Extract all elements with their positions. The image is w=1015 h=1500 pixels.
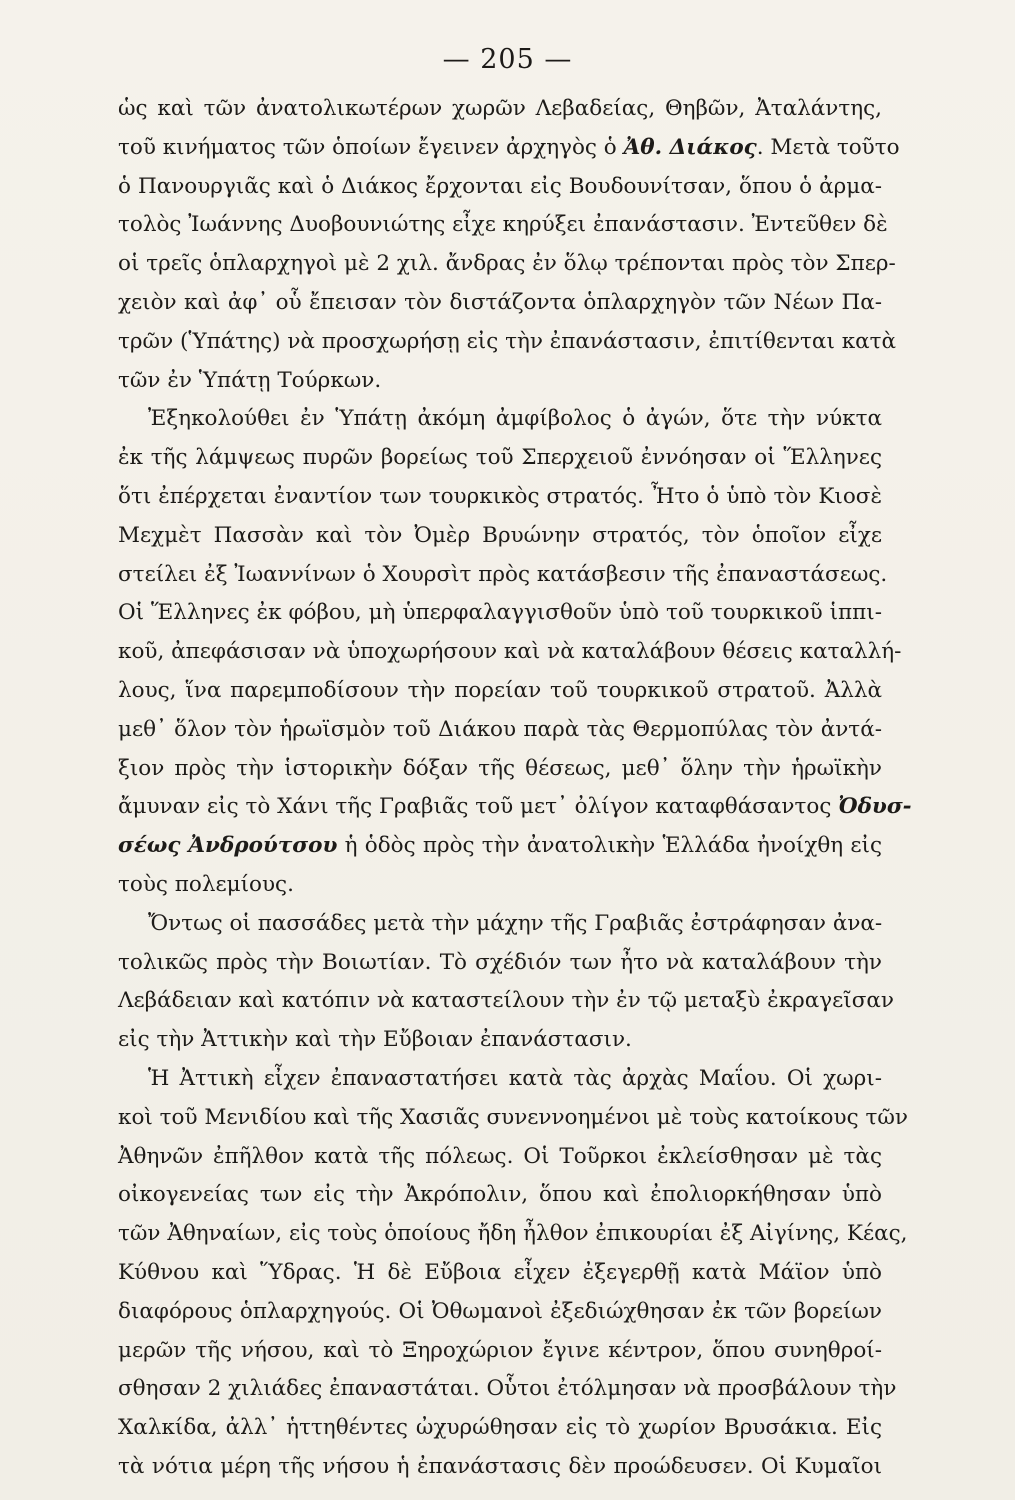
text-line: κοὶ τοῦ Μενιδίου καὶ τῆς Χασιᾶς συνεννοημένοι μὲ τοὺς κατοίκους τῶν <box>118 1104 908 1130</box>
text-line: Μεχμὲτ Πασσὰν καὶ τὸν Ὀμὲρ Βρυώνην στρατός, τὸν ὁποῖον εἶχε <box>118 522 882 548</box>
emphasized-name: Ὀδυσ- <box>838 794 912 820</box>
page-number: — 205 — <box>442 44 573 75</box>
text-line: Χαλκίδα, ἀλλ᾽ ἡττηθέντες ὠχυρώθησαν εἰς τὸ χωρίον Βρυσάκια. Εἰς <box>118 1415 882 1441</box>
text-line: τὰ νότια μέρη τῆς νήσου ἡ ἐπανάστασις δὲν προώδευσεν. Οἱ Κυμαῖοι <box>118 1453 882 1479</box>
text-line: Ἡ Ἀττικὴ εἶχεν ἐπαναστατήσει κατὰ τὰς ἀρχὰς Μαΐου. Οἱ χωρι- <box>148 1065 882 1091</box>
text-line: μερῶν τῆς νήσου, καὶ τὸ Ξηροχώριον ἔγινε κέντρον, ὅπου συνηθροί- <box>118 1337 882 1363</box>
text-line: τολικῶς πρὸς τὴν Βοιωτίαν. Τὸ σχέδιόν των ἦτο νὰ καταλάβουν τὴν <box>118 949 882 975</box>
text-line: τῶν ἐν Ὑπάτῃ Τούρκων. <box>118 367 382 393</box>
text-line: Ὄντως οἱ πασσάδες μετὰ τὴν μάχην τῆς Γραβιᾶς ἐστράφησαν ἀνα- <box>148 910 883 936</box>
text-line: Ἀθηνῶν ἐπῆλθον κατὰ τῆς πόλεως. Οἱ Τοῦρκοι ἐκλείσθησαν μὲ τὰς <box>118 1143 882 1169</box>
text-line: κοῦ, ἀπεφάσισαν νὰ ὑποχωρήσουν καὶ νὰ καταλάβουν θέσεις καταλλή- <box>118 639 902 665</box>
text-line: ὡς καὶ τῶν ἀνατολικωτέρων χωρῶν Λεβαδείας, Θηβῶν, Ἀταλάντης, <box>118 96 882 121</box>
text-line: Λεβάδειαν καὶ κατόπιν νὰ καταστείλουν τὴν ἐν τῷ μεταξὺ ἐκραγεῖσαν <box>118 988 894 1014</box>
text-line: σθησαν 2 χιλιάδες ἐπαναστάται. Οὗτοι ἐτόλμησαν νὰ προσβάλουν τὴν <box>118 1376 897 1402</box>
text-line: μεθ᾽ ὅλον τὸν ἡρωϊσμὸν τοῦ Διάκου παρὰ τὰς Θερμοπύλας τὸν ἀντά- <box>118 716 882 742</box>
text-line: στείλει ἐξ Ἰωαννίνων ὁ Χουρσὶτ πρὸς κατάσβεσιν τῆς ἐπαναστάσεως. <box>118 561 888 587</box>
text-line: ὁ Πανουργιᾶς καὶ ὁ Διάκος ἔρχονται εἰς Βουδουνίτσαν, ὅπου ὁ ἀρμα- <box>118 173 882 199</box>
text-line: ὅτι ἐπέρχεται ἐναντίον των τουρκικὸς στρατός. Ἦτο ὁ ὑπὸ τὸν Κιοσὲ <box>118 483 882 509</box>
text-line: διαφόρους ὁπλαρχηγούς. Οἱ Ὀθωμανοὶ ἐξεδιώχθησαν ἐκ τῶν βορείων <box>118 1298 882 1324</box>
text-line: τοὺς πολεμίους. <box>118 871 294 897</box>
text-line: οἰκογενείας των εἰς τὴν Ἀκρόπολιν, ὅπου καὶ ἐπολιορκήθησαν ὑπὸ <box>118 1182 882 1208</box>
text-line: εἰς τὴν Ἀττικὴν καὶ τὴν Εὔβοιαν ἐπανάστασιν. <box>118 1027 632 1053</box>
text-line: οἱ τρεῖς ὁπλαρχηγοὶ μὲ 2 χιλ. ἄνδρας ἐν ὅλῳ τρέπονται πρὸς τὸν Σπερ- <box>118 251 896 277</box>
text-line: Οἱ Ἕλληνες ἐκ φόβου, μὴ ὑπερφαλαγγισθοῦν ὑπὸ τοῦ τουρκικοῦ ἱππι- <box>118 600 882 626</box>
text-line: ἐκ τῆς λάμψεως πυρῶν βορείως τοῦ Σπερχειοῦ ἐννόησαν οἱ Ἕλληνες <box>118 445 882 471</box>
text-line: τρῶν (Ὑπάτης) νὰ προσχωρήσῃ εἰς τὴν ἐπανάστασιν, ἐπιτίθενται κατὰ <box>118 328 897 354</box>
text-line: ἄμυναν εἰς τὸ Χάνι τῆς Γραβιᾶς τοῦ μετ᾽ ὀλίγον καταφθάσαντος Ὀδυσ- <box>118 794 912 820</box>
text-line: τολὸς Ἰωάννης Δυοβουνιώτης εἶχε κηρύξει ἐπανάστασιν. Ἐντεῦθεν δὲ <box>118 212 888 238</box>
emphasized-name: σέως Ἀνδρούτσου <box>118 833 338 859</box>
text-line: σέως Ἀνδρούτσου ἡ ὁδὸς πρὸς τὴν ἀνατολικὴν Ἑλλάδα ἠνοίχθη εἰς <box>118 833 883 859</box>
text-line: Ἐξηκολούθει ἐν Ὑπάτῃ ἀκόμη ἀμφίβολος ὁ ἀγών, ὅτε τὴν νύκτα <box>148 406 882 432</box>
text-line: Κύθνου καὶ Ὕδρας. Ἡ δὲ Εὔβοια εἶχεν ἐξεγερθῇ κατὰ Μάϊον ὑπὸ <box>118 1259 882 1285</box>
text-line: λους, ἵνα παρεμποδίσουν τὴν πορείαν τοῦ τουρκικοῦ στρατοῦ. Ἀλλὰ <box>118 677 882 703</box>
text-line: τῶν Ἀθηναίων, εἰς τοὺς ὁποίους ἤδη ἦλθον ἐπικουρίαι ἐξ Αἰγίνης, Κέας, <box>118 1221 908 1247</box>
text-line: χειὸν καὶ ἀφ᾽ οὗ ἔπεισαν τὸν διστάζοντα ὁπλαρχηγὸν τῶν Νέων Πα- <box>118 289 882 315</box>
emphasized-name: Ἀθ. Διάκος <box>623 134 757 160</box>
text-line: τοῦ κινήματος τῶν ὁποίων ἔγεινεν ἀρχηγὸς ὁ Ἀθ. Διάκος. Μετὰ τοῦτο <box>118 134 900 160</box>
body-text <box>118 90 912 1487</box>
text-line: ξιον πρὸς τὴν ἱστορικὴν δόξαν τῆς θέσεως, μεθ᾽ ὅλην τὴν ἡρωϊκὴν <box>118 755 882 781</box>
